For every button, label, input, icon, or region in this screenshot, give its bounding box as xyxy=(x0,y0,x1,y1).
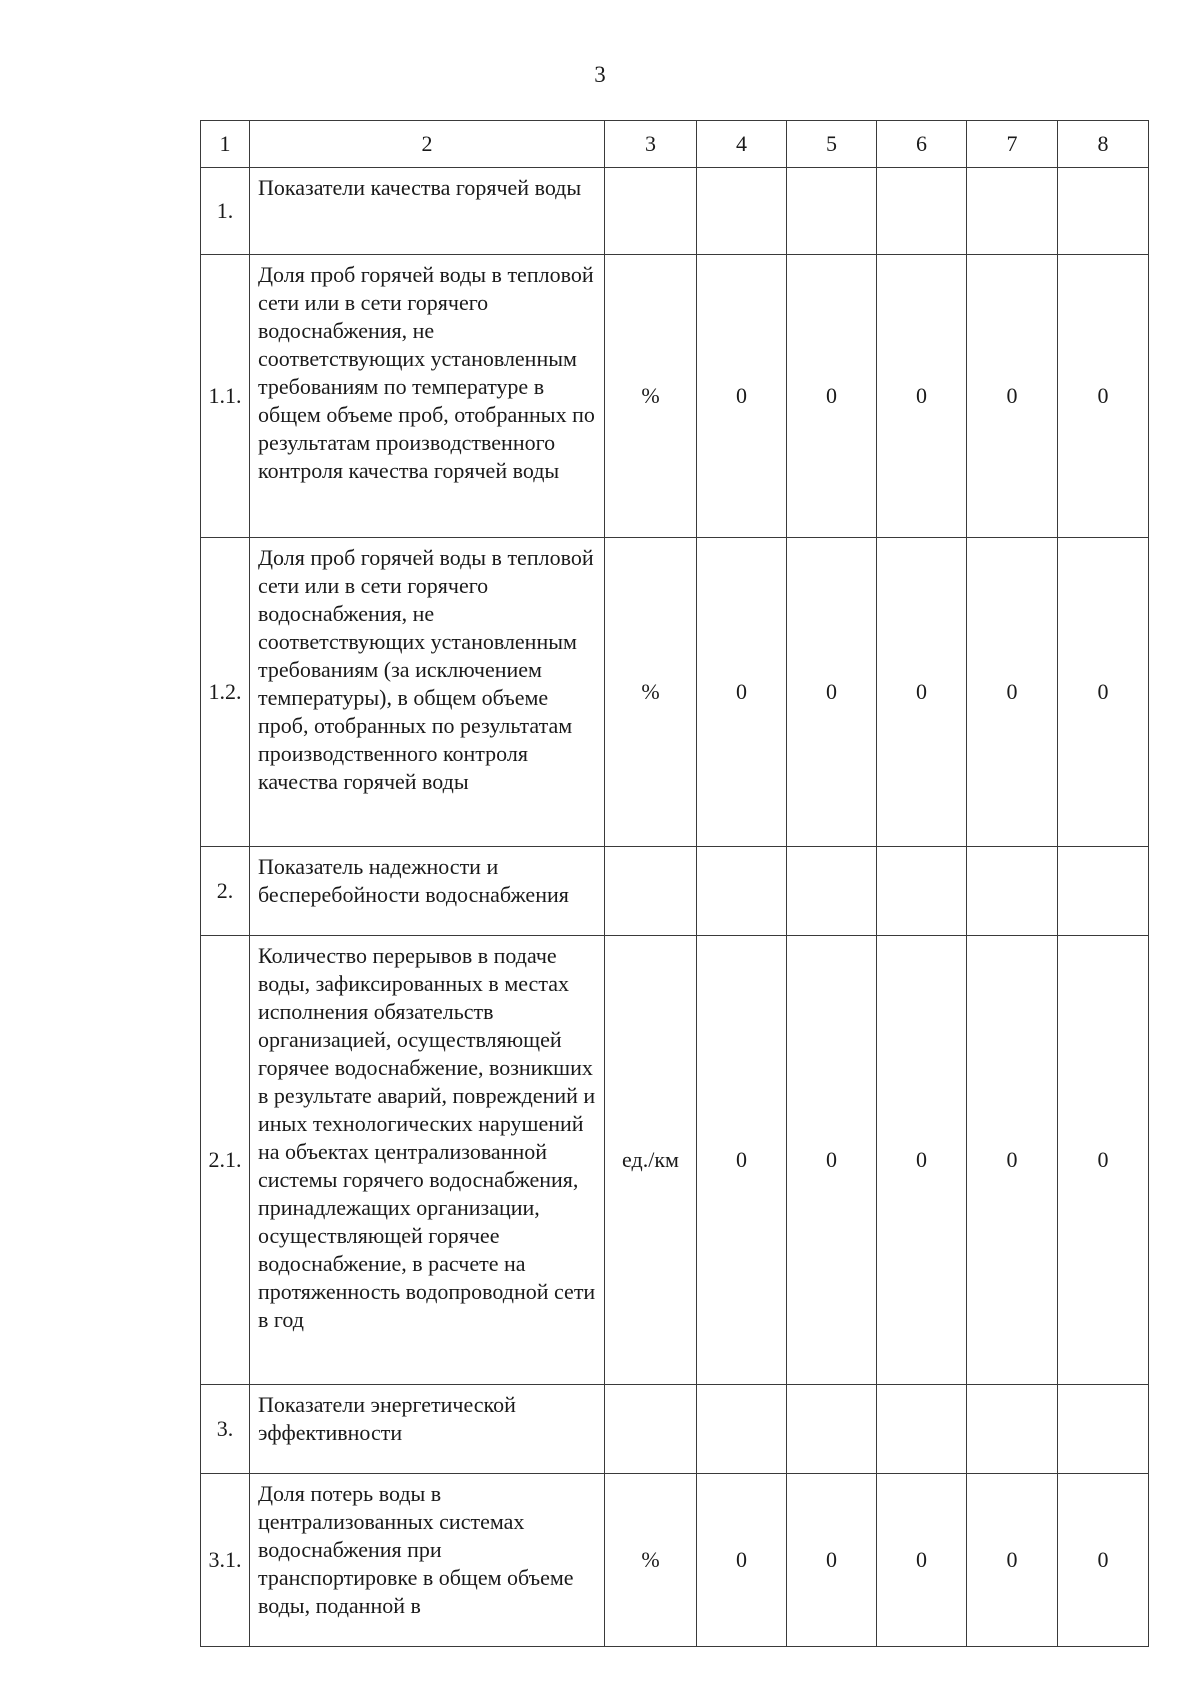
row-value: 0 xyxy=(967,1474,1058,1647)
row-value: 0 xyxy=(697,255,787,538)
column-header: 8 xyxy=(1058,121,1149,168)
row-number: 3. xyxy=(201,1385,250,1474)
table-row xyxy=(201,168,1149,255)
column-header: 6 xyxy=(877,121,967,168)
row-unit: % xyxy=(605,255,697,538)
row-description: Показатели качества горячей воды xyxy=(250,168,605,255)
row-description: Показатели энергетической эффективности xyxy=(250,1385,605,1474)
row-unit: ед./км xyxy=(605,936,697,1385)
row-value: 0 xyxy=(697,538,787,847)
row-description: Доля проб горячей воды в тепловой сети или в сети горячего водоснабжения, не соответствующих установленным требованиям по температуре в общем объеме проб, отобранных по результатам производственного контроля качества горячей воды xyxy=(250,255,605,538)
row-value: 0 xyxy=(787,936,877,1385)
row-value: 0 xyxy=(877,936,967,1385)
row-value xyxy=(967,847,1058,936)
row-number: 1. xyxy=(201,168,250,255)
row-value xyxy=(787,168,877,255)
row-unit xyxy=(605,847,697,936)
table-header-row xyxy=(201,121,1149,168)
row-number: 2. xyxy=(201,847,250,936)
row-description: Доля проб горячей воды в тепловой сети или в сети горячего водоснабжения, не соответствующих установленным требованиям (за исключением температуры), в общем объеме проб, отобранных по результатам производственного контроля качества горячей воды xyxy=(250,538,605,847)
row-value: 0 xyxy=(787,538,877,847)
row-value: 0 xyxy=(697,1474,787,1647)
row-value: 0 xyxy=(1058,936,1149,1385)
table-row xyxy=(201,1385,1149,1474)
row-value: 0 xyxy=(877,1474,967,1647)
column-header: 5 xyxy=(787,121,877,168)
row-unit xyxy=(605,168,697,255)
row-value xyxy=(877,847,967,936)
row-value: 0 xyxy=(967,255,1058,538)
row-unit: % xyxy=(605,1474,697,1647)
row-value: 0 xyxy=(787,255,877,538)
row-value: 0 xyxy=(1058,538,1149,847)
row-number: 1.2. xyxy=(201,538,250,847)
row-value xyxy=(787,847,877,936)
row-value xyxy=(1058,168,1149,255)
row-number: 1.1. xyxy=(201,255,250,538)
row-description: Количество перерывов в подаче воды, зафиксированных в местах исполнения обязательств организацией, осуществляющей горячее водоснабжение, возникших в результате аварий, повреждений и иных технологических нарушений на объектах централизованной системы горячего водоснабжения, принадлежащих организации, осуществляющей горячее водоснабжение, в расчете на протяженность водопроводной сети в год xyxy=(250,936,605,1385)
table-row xyxy=(201,1474,1149,1647)
row-value xyxy=(787,1385,877,1474)
row-value xyxy=(697,1385,787,1474)
column-header: 7 xyxy=(967,121,1058,168)
row-value xyxy=(877,1385,967,1474)
table-row xyxy=(201,936,1149,1385)
table-row xyxy=(201,847,1149,936)
row-value: 0 xyxy=(1058,1474,1149,1647)
row-value xyxy=(967,1385,1058,1474)
page-number: 3 xyxy=(594,62,606,87)
row-value: 0 xyxy=(877,538,967,847)
row-value xyxy=(1058,1385,1149,1474)
row-value: 0 xyxy=(967,538,1058,847)
indicators-table xyxy=(200,120,1149,1647)
row-value: 0 xyxy=(787,1474,877,1647)
row-value: 0 xyxy=(967,936,1058,1385)
row-number: 3.1. xyxy=(201,1474,250,1647)
row-value xyxy=(697,847,787,936)
column-header: 4 xyxy=(697,121,787,168)
row-value: 0 xyxy=(1058,255,1149,538)
row-value xyxy=(1058,847,1149,936)
column-header: 2 xyxy=(250,121,605,168)
column-header: 3 xyxy=(605,121,697,168)
row-unit xyxy=(605,1385,697,1474)
row-number: 2.1. xyxy=(201,936,250,1385)
table-row xyxy=(201,255,1149,538)
row-description: Показатель надежности и бесперебойности водоснабжения xyxy=(250,847,605,936)
row-value: 0 xyxy=(697,936,787,1385)
row-value xyxy=(697,168,787,255)
row-value xyxy=(877,168,967,255)
row-value xyxy=(967,168,1058,255)
row-description: Доля потерь воды в централизованных системах водоснабжения при транспортировке в общем объеме воды, поданной в xyxy=(250,1474,605,1647)
row-unit: % xyxy=(605,538,697,847)
row-value: 0 xyxy=(877,255,967,538)
column-header: 1 xyxy=(201,121,250,168)
table-row xyxy=(201,538,1149,847)
